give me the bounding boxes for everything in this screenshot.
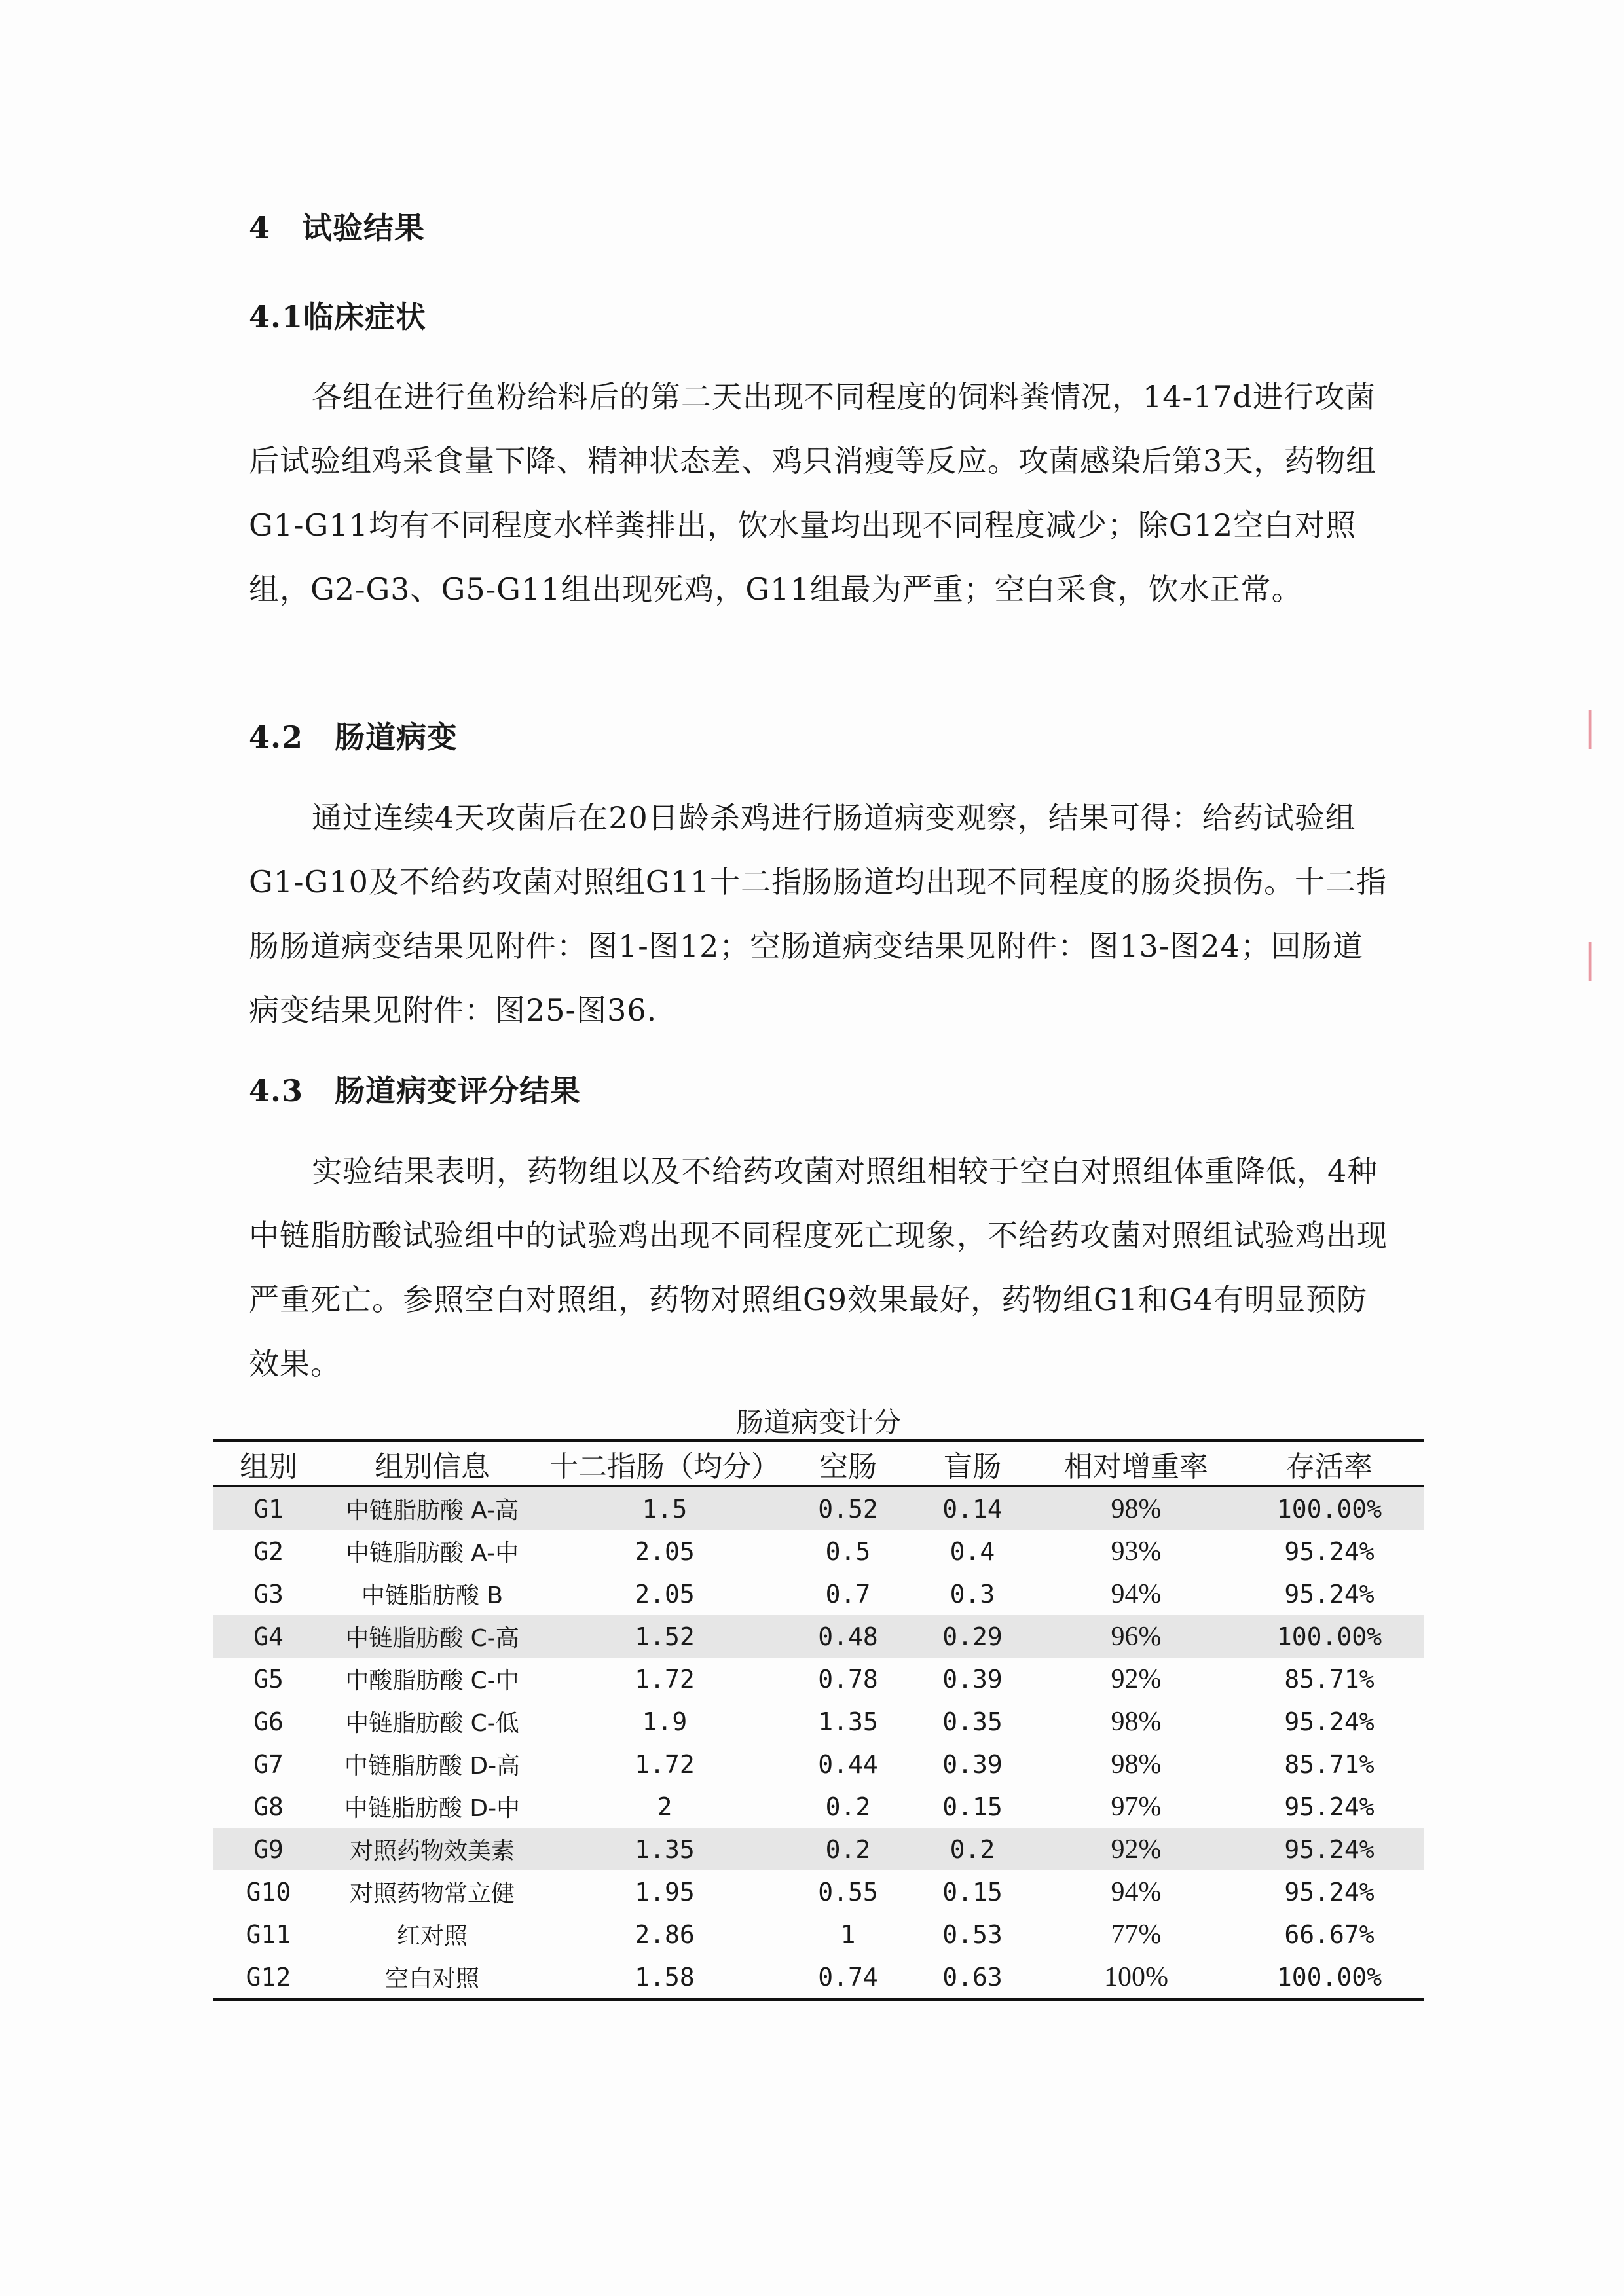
- section-4-2-paragraph: 通过连续4天攻菌后在20日龄杀鸡进行肠道病变观察，结果可得：给药试验组G1-G10及不给药攻菌对照组G11十二指肠肠道均出现不同程度的肠炎损伤。十二指肠肠道病变结果见附件：图1-图12；空肠道病变结果见附件：图13-图24；回肠道病变结果见附件：图25-图36.: [249, 800, 1388, 1028]
- cell-relative-gain: 98%: [1111, 1706, 1162, 1737]
- cell-group: G11: [246, 1920, 291, 1949]
- cell-group-info: 红对照: [396, 1923, 468, 1950]
- table-row: [213, 1573, 1424, 1615]
- cell-cecum: 0.15: [942, 1792, 1003, 1821]
- cell-duodenum: 2.86: [635, 1920, 695, 1949]
- header-jejunum: 空肠: [789, 1441, 907, 1487]
- header-survival: 存活率: [1234, 1441, 1424, 1487]
- table-header-row: [213, 1441, 1424, 1487]
- cell-jejunum: 0.7: [825, 1579, 871, 1609]
- cell-relative-gain: 92%: [1111, 1664, 1162, 1694]
- cell-relative-gain: 93%: [1111, 1536, 1162, 1567]
- section-4-3-heading: [249, 1067, 581, 1110]
- cell-group-info: 中链脂肪酸 C-低: [345, 1710, 519, 1737]
- cell-jejunum: 0.55: [818, 1877, 878, 1906]
- cell-duodenum: 2.05: [635, 1579, 695, 1609]
- cell-survival: 95.24%: [1284, 1877, 1375, 1906]
- cell-group: G12: [213, 1956, 324, 2000]
- cell-cecum: 0.39: [942, 1749, 1003, 1779]
- cell-relative-gain: 97%: [1111, 1791, 1162, 1822]
- cell-jejunum: 0.44: [818, 1749, 878, 1779]
- cell-group-info: 中酸脂肪酸 C-中: [345, 1667, 519, 1694]
- table-row: [213, 1700, 1424, 1743]
- header-group: 组别: [213, 1441, 324, 1487]
- cell-jejunum: 0.2: [789, 1828, 907, 1870]
- cell-cecum: 0.3: [950, 1579, 995, 1609]
- cell-jejunum: 1: [840, 1920, 856, 1949]
- cell-duodenum: 1.72: [635, 1664, 695, 1694]
- cell-group-info: 对照药物常立健: [349, 1880, 515, 1907]
- cell-jejunum: 0.52: [789, 1487, 907, 1531]
- header-duodenum: 十二指肠（均分）: [540, 1441, 789, 1487]
- table-body: [213, 1487, 1424, 2000]
- cell-group: G5: [253, 1664, 284, 1694]
- cell-group: G6: [253, 1707, 284, 1736]
- cell-jejunum: 0.5: [825, 1537, 871, 1566]
- cell-group: G10: [246, 1877, 291, 1906]
- cell-duodenum: 2.05: [635, 1537, 695, 1566]
- margin-stamp-mark: |: [1583, 704, 1597, 750]
- table-row: [213, 1956, 1424, 2000]
- cell-relative-gain: 94%: [1111, 1578, 1162, 1609]
- cell-cecum: 0.2: [907, 1828, 1038, 1870]
- cell-cecum: 0.35: [942, 1707, 1003, 1736]
- section-4-2-title: 肠道病变: [335, 720, 458, 755]
- cell-survival: 100.00%: [1234, 1615, 1424, 1658]
- cell-survival: 100.00%: [1234, 1487, 1424, 1531]
- table-row: [213, 1870, 1424, 1913]
- cell-jejunum: 0.48: [789, 1615, 907, 1658]
- section-4-number: 4: [249, 210, 271, 246]
- section-4-title: 试验结果: [302, 210, 426, 246]
- cell-relative-gain: 98%: [1038, 1487, 1234, 1531]
- cell-group: G1: [213, 1487, 324, 1531]
- section-4-3-title: 肠道病变评分结果: [335, 1073, 581, 1108]
- cell-group-info: 中链脂肪酸 B: [361, 1582, 504, 1609]
- cell-survival: 95.24%: [1284, 1537, 1375, 1566]
- cell-survival: 85.71%: [1284, 1749, 1375, 1779]
- table-row: [213, 1743, 1424, 1785]
- cell-survival: 85.71%: [1284, 1664, 1375, 1694]
- cell-jejunum: 0.74: [789, 1956, 907, 2000]
- cell-group-info: 中链脂肪酸 D-中: [344, 1795, 521, 1822]
- table-row: [213, 1913, 1424, 1956]
- cell-group: G2: [253, 1537, 284, 1566]
- cell-cecum: 0.53: [942, 1920, 1003, 1949]
- table-row: [213, 1828, 1424, 1870]
- cell-jejunum: 1.35: [818, 1707, 878, 1736]
- header-group-info: 组别信息: [324, 1441, 540, 1487]
- section-4-1-paragraph: 各组在进行鱼粉给料后的第二天出现不同程度的饲料粪情况，14-17d进行攻菌后试验组鸡采食量下降、精神状态差、鸡只消瘦等反应。攻菌感染后第3天，药物组G1-G11均有不同程度水样粪排出，饮水量均出现不同程度减少；除G12空白对照组，G2-G3、G5-G11组出现死鸡，G11组最为严重；空白采食，饮水正常。: [249, 379, 1377, 607]
- table-caption: 肠道病变计分: [735, 1406, 901, 1438]
- cell-relative-gain: 92%: [1038, 1828, 1234, 1870]
- cell-survival: 66.67%: [1284, 1920, 1375, 1949]
- cell-cecum: 0.14: [907, 1487, 1038, 1531]
- cell-duodenum: 1.58: [540, 1956, 789, 2000]
- cell-group-info: 中链脂肪酸 A-中: [345, 1540, 519, 1567]
- cell-jejunum: 0.2: [825, 1792, 871, 1821]
- cell-cecum: 0.39: [942, 1664, 1003, 1694]
- cell-cecum: 0.63: [907, 1956, 1038, 2000]
- table-row: [213, 1615, 1424, 1658]
- cell-duodenum: 1.72: [635, 1749, 695, 1779]
- margin-stamp-mark: |: [1583, 936, 1597, 982]
- cell-duodenum: 1.5: [540, 1487, 789, 1531]
- cell-jejunum: 0.78: [818, 1664, 878, 1694]
- cell-group-info: 中链脂肪酸 C-高: [324, 1615, 540, 1658]
- cell-cecum: 0.15: [942, 1877, 1003, 1906]
- section-4-3-number: 4.3: [249, 1073, 304, 1108]
- header-relative-gain: 相对增重率: [1038, 1441, 1234, 1487]
- section-4-2-number: 4.2: [249, 720, 304, 755]
- cell-group: G4: [213, 1615, 324, 1658]
- cell-group: G3: [253, 1579, 284, 1609]
- cell-relative-gain: 94%: [1111, 1876, 1162, 1907]
- cell-duodenum: 1.52: [540, 1615, 789, 1658]
- header-cecum: 盲肠: [907, 1441, 1038, 1487]
- cell-survival: 95.24%: [1284, 1707, 1375, 1736]
- cell-cecum: 0.4: [950, 1537, 995, 1566]
- table-row: [213, 1530, 1424, 1573]
- cell-duodenum: 2: [657, 1792, 673, 1821]
- section-4-3-paragraph: 实验结果表明，药物组以及不给药攻菌对照组相较于空白对照组体重降低，4种中链脂肪酸试验组中的试验鸡出现不同程度死亡现象，不给药攻菌对照组试验鸡出现严重死亡。参照空白对照组，药物对照组G9效果最好，药物组G1和G4有明显预防效果。: [249, 1154, 1388, 1381]
- cell-duodenum: 1.35: [540, 1828, 789, 1870]
- table-row: [213, 1785, 1424, 1828]
- cell-group: G7: [253, 1749, 284, 1779]
- cell-survival: 95.24%: [1234, 1828, 1424, 1870]
- section-4-heading: [249, 204, 425, 247]
- cell-group-info: 对照药物效美素: [324, 1828, 540, 1870]
- cell-survival: 100.00%: [1234, 1956, 1424, 2000]
- cell-survival: 95.24%: [1284, 1579, 1375, 1609]
- cell-group: G8: [253, 1792, 284, 1821]
- cell-duodenum: 1.9: [642, 1707, 688, 1736]
- cell-relative-gain: 100%: [1038, 1956, 1234, 2000]
- section-4-1-heading: 4.1临床症状: [249, 299, 427, 335]
- cell-survival: 95.24%: [1284, 1792, 1375, 1821]
- table-row: [213, 1487, 1424, 1531]
- cell-group-info: 中链脂肪酸 D-高: [344, 1753, 521, 1779]
- cell-relative-gain: 77%: [1111, 1919, 1162, 1950]
- cell-duodenum: 1.95: [635, 1877, 695, 1906]
- cell-cecum: 0.29: [907, 1615, 1038, 1658]
- cell-relative-gain: 96%: [1038, 1615, 1234, 1658]
- table-row: [213, 1658, 1424, 1700]
- cell-group-info: 空白对照: [324, 1956, 540, 2000]
- lesion-score-table: [213, 1439, 1424, 2001]
- cell-group: G9: [213, 1828, 324, 1870]
- cell-group-info: 中链脂肪酸 A-高: [324, 1487, 540, 1531]
- section-4-2-heading: [249, 714, 458, 757]
- cell-relative-gain: 98%: [1111, 1749, 1162, 1779]
